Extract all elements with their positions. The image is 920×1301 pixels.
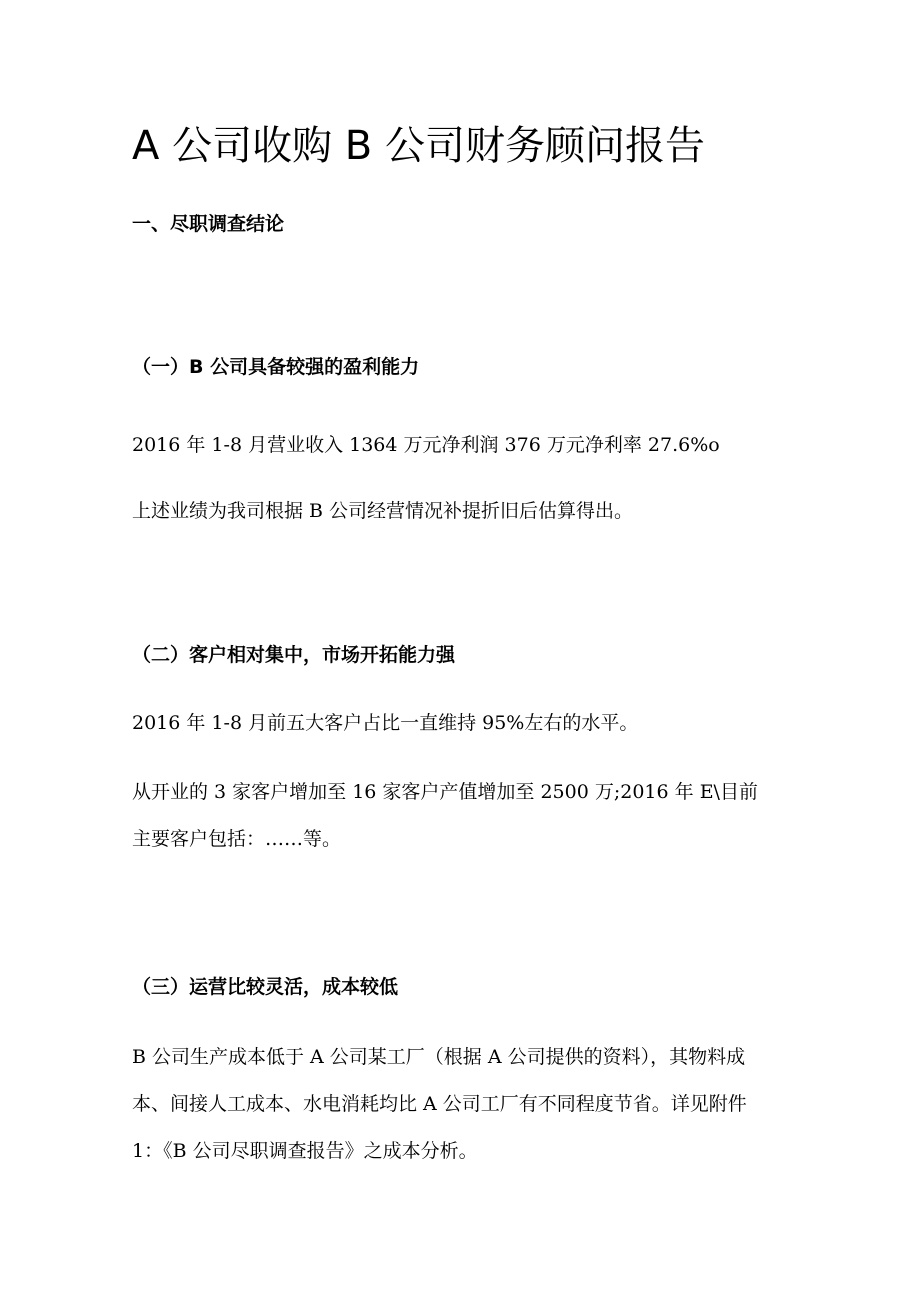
paragraph-line: 主要客户包括：……等。 [132,828,342,850]
document-title: A 公司收购 B 公司财务顾问报告 [132,123,705,169]
paragraph-revenue: 2016 年 1-8 月营业收入 1364 万元净利润 376 万元净利率 27.6%o [132,434,720,456]
paragraph-top-customers: 2016 年 1-8 月前五大客户占比一直维持 95%左右的水平。 [132,712,639,734]
paragraph-line: 从开业的 3 家客户增加至 16 家客户产值增加至 2500 万;2016 年 E\目前 [132,781,758,803]
subsection-heading-customers: （二）客户相对集中，市场开拓能力强 [132,644,456,666]
subsection-heading-profitability: （一）B 公司具备较强的盈利能力 [132,356,420,378]
paragraph-estimate-note: 上述业绩为我司根据 B 公司经营情况补提折旧后估算得出。 [132,500,634,522]
paragraph-line: 本、间接人工成本、水电消耗均比 A 公司工厂有不同程度节省。详见附件 [132,1093,747,1115]
paragraph-line: B 公司生产成本低于 A 公司某工厂（根据 A 公司提供的资料），其物料成 [132,1046,746,1068]
section-heading-due-diligence: 一、尽职调查结论 [132,213,285,235]
paragraph-cost-analysis [132,1034,792,1175]
paragraph-customer-growth [132,769,792,863]
paragraph-line: 1：《B 公司尽职调查报告》之成本分析。 [132,1140,478,1162]
subsection-heading-cost: （三）运营比较灵活，成本较低 [132,976,399,998]
